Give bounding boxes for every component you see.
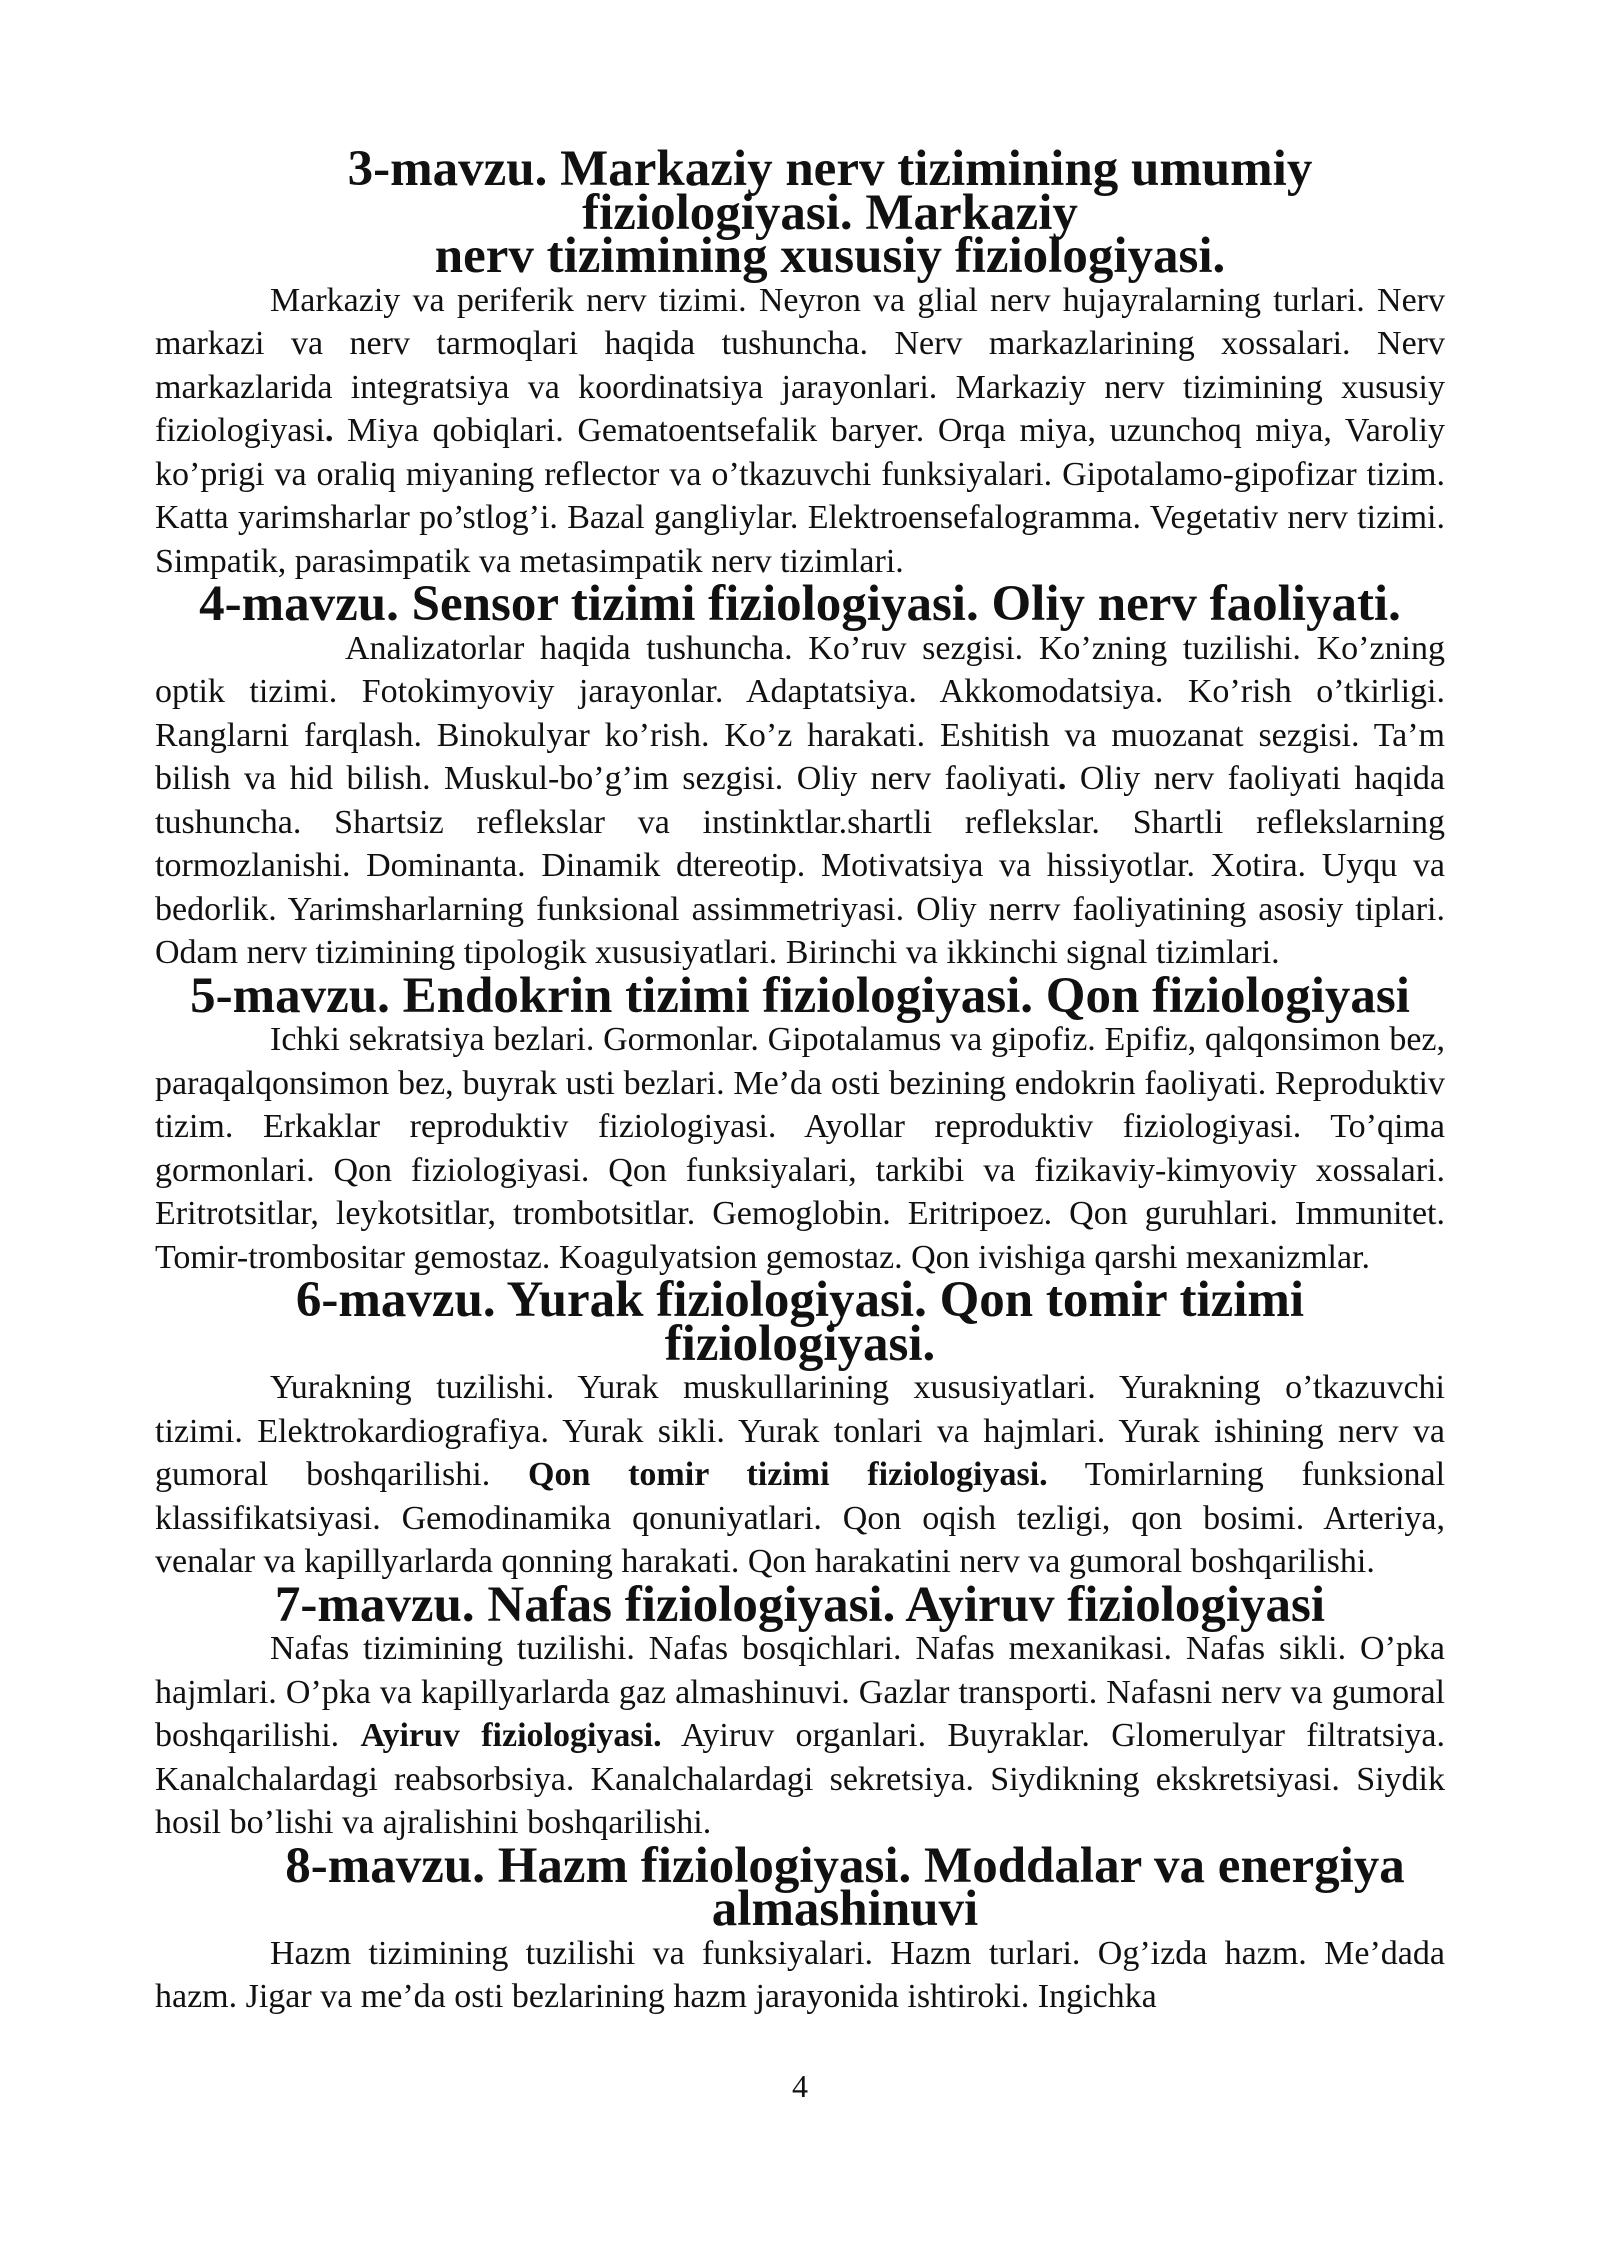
section-3-heading-line-1: 3-mavzu. Markaziy nerv tizimining umumiy fiziologiyasi. Markaziy (347, 141, 1313, 241)
section-7-text-c: Ayiruv organlari. Buyraklar. Glomerulyar filtratsiya. Kanalchalardagi reabsorbsiya. Kanalchalardagi sekretsiya. Siydikning ekskretsiyasi. Siydik hosil bo’lishi va ajralishini boshqarilishi. (155, 1717, 1446, 1841)
section-7-text-bold: Ayiruv fiziologiyasi. (360, 1717, 662, 1754)
section-6-heading: 6-mavzu. Yurak fiziologiyasi. Qon tomir tizimi fiziologiyasi. (295, 1272, 1305, 1372)
section-6-text-c: Tomirlarning funksional klassifikatsiyasi. Gemodinamika qonuniyatlari. Qon oqish tezligi, qon bosimi. Arteriya, venalar va kapillyarlarda qonning harakati. Qon harakatini nerv va gumoral boshqarilishi. (155, 1456, 1446, 1580)
section-8-paragraph: Hazm tizimining tuzilishi va funksiyalari. Hazm turlari. Og’izda hazm. Me’dada hazm. Jigar va me’da osti bezlarining hazm jarayonida ishtiroki. Ingichka (155, 1934, 1445, 2015)
section-4-text-a: Analizatorlar haqida tushuncha. Ko’ruv sezgisi. Ko’zning tuzilishi. Ko’zning optik tizimi. Fotokimyoviy jarayonlar. Adaptatsiya. Akkomodatsiya. Ko’rish o’tkirligi. Ranglarni farqlash. Binokulyar ko’rish. Ko’z harakati. Eshitish va muozanat sezgisi. Ta’m bilish va hid bilish. Muskul-bo’g’im sezgisi. Oliy nerv faoliyati (155, 629, 1445, 797)
section-3-text-c: Miya qobiqlari. Gematoentsefalik baryer. Orqa miya, uzunchoq miya, Varoliy ko’prigi va oraliq miyaning reflector va o’tkazuvchi funksiyalari. Gipotalamo-gipofizar tizim. Katta yarimsharlar po’stlog’i. Bazal gangliylar. Elektroensefalogramma. Vegetativ nerv tizimi. Simpatik, parasimpatik va metasimpatik nerv tizimlari. (155, 412, 1445, 580)
section-7-heading: 7-mavzu. Nafas fiziologiyasi. Ayiruv fiziologiyasi (274, 1576, 1326, 1633)
section-3-heading (155, 141, 1445, 284)
section-6-paragraph (155, 1366, 1445, 1584)
page-content (155, 141, 1446, 2019)
section-3-text-a: Markaziy va periferik nerv tizimi. Neyron va glial nerv hujayralarning turlari. Nerv markazi va nerv tarmoqlari haqida tushuncha. Nerv markazlarining xossalari. Nerv markazlarida integratsiya va koordinatsiya jarayonlari. Markaziy nerv tizimining xususiy fiziologiyasi (155, 281, 1445, 449)
section-7-paragraph (155, 1627, 1445, 1845)
section-4-paragraph (155, 627, 1445, 975)
page-number: 4 (792, 2068, 808, 2104)
section-5-paragraph: Ichki sekratsiya bezlari. Gormonlar. Gipotalamus va gipofiz. Epifiz, qalqonsimon bez, paraqalqonsimon bez, buyrak usti bezlari. Me’da osti bezining endokrin faoliyati. Reproduktiv tizim. Erkaklar reproduktiv fiziologiyasi. Ayollar reproduktiv fiziologiyasi. To’qima gormonlari. Qon fiziologiyasi. Qon funksiyalari, tarkibi va fizikaviy-kimyoviy xossalari. Eritrotsitlar, leykotsitlar, trombotsitlar. Gemoglobin. Eritripoez. Qon guruhlari. Immunitet. Tomir-trombositar gemostaz. Koagulyatsion gemostaz. Qon ivishiga qarshi mexanizmlar. (155, 1021, 1445, 1276)
section-6-text-bold: Qon tomir tizimi fiziologiyasi. (528, 1456, 1048, 1493)
section-6-text-a: Yurakning tuzilishi. Yurak muskullarining xususiyatlari. Yurakning o’tkazuvchi tizimi. Elektrokardiografiya. Yurak sikli. Yurak tonlari va hajmlari. Yurak ishining nerv va gumoral boshqarilishi. (155, 1369, 1445, 1493)
section-3-text-bold: . (324, 412, 334, 449)
section-4-text-c: Oliy nerv faoliyati haqida tushuncha. Shartsiz reflekslar va instinktlar.shartli reflekslar. Shartli reflekslarning tormozlanishi. Dominanta. Dinamik dtereotip. Motivatsiya va hissiyotlar. Xotira. Uyqu va bedorlik. Yarimsharlarning funksional assimmetriyasi. Oliy nerrv faoliyatining asosiy tiplari. Odam nerv tizimining tipologik xususiyatlari. Birinchi va ikkinchi signal tizimlari. (155, 760, 1445, 971)
section-3-paragraph (155, 279, 1445, 584)
section-8-heading: 8-mavzu. Hazm fiziologiyasi. Moddalar va energiya almashinuvi (285, 1837, 1405, 1937)
section-5-heading: 5-mavzu. Endokrin tizimi fiziologiyasi. Qon fiziologiyasi (190, 967, 1410, 1024)
section-4-text-bold: . (1057, 760, 1067, 797)
section-3-heading-line-2: nerv tizimining xususiy fiziologiyasi. (434, 228, 1226, 284)
section-7-text-a: Nafas tizimining tuzilishi. Nafas bosqichlari. Nafas mexanikasi. Nafas sikli. O’pka hajmlari. O’pka va kapillyarlarda gaz almashinuvi. Gazlar transporti. Nafasni nerv va gumoral boshqarilishi. (155, 1630, 1445, 1754)
section-4-heading: 4-mavzu. Sensor tizimi fiziologiyasi. Oliy nerv faoliyati. (199, 576, 1401, 632)
